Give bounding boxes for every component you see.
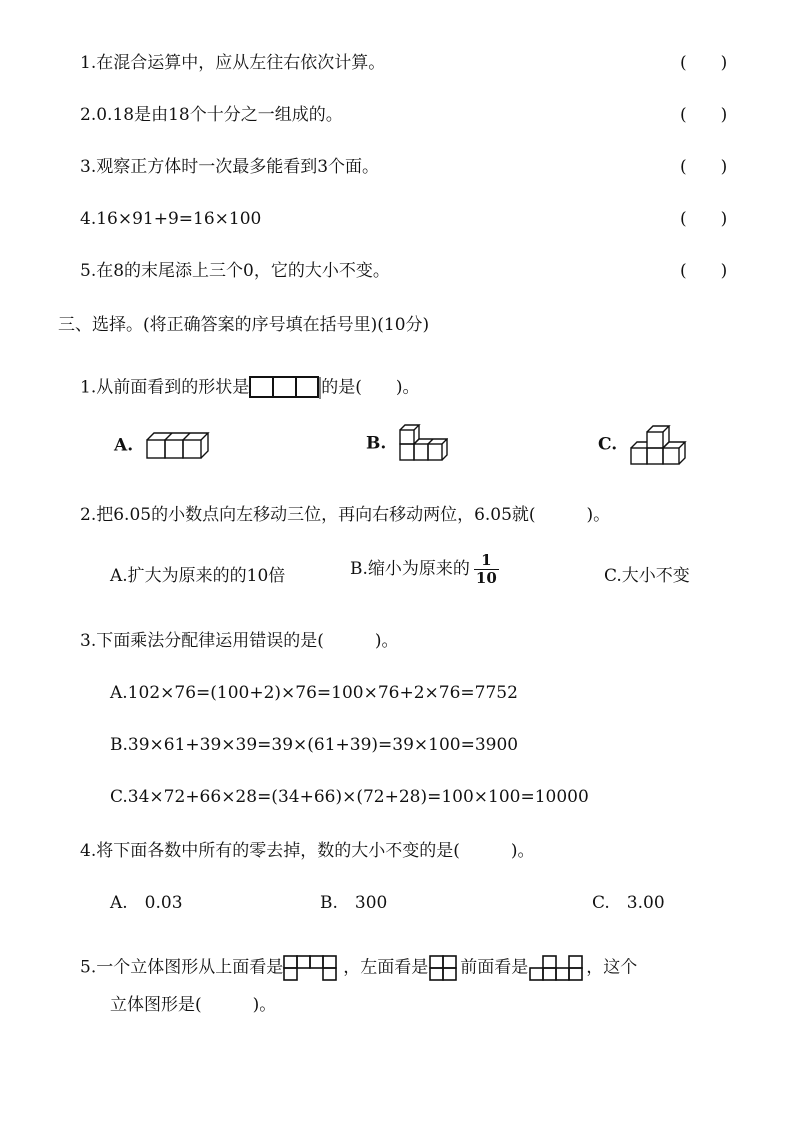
q3-option-a[interactable]: A.102×76=(100+2)×76=100×76+2×76=7752: [110, 683, 518, 703]
cubes-row-icon: [145, 430, 211, 462]
three-squares-icon: [249, 376, 321, 400]
q5-stem: [80, 954, 637, 982]
judge-item-2: 2.0.18是由18个十分之一组成的。: [80, 105, 343, 125]
q1-option-a[interactable]: [114, 430, 211, 462]
judge-answer-paren-5[interactable]: ( ): [680, 261, 728, 281]
q5-line-2: 立体图形是( )。: [110, 995, 277, 1015]
q2-option-b-text: B.缩小为原来的: [350, 559, 470, 579]
q5-part-3: 前面看是: [460, 957, 529, 978]
judge-answer-paren-3[interactable]: ( ): [680, 157, 728, 177]
q2-stem: 2.把6.05的小数点向左移动三位，再向右移动两位，6.05就( )。: [80, 505, 611, 525]
judge-answer-paren-1[interactable]: ( ): [680, 53, 728, 73]
q3-option-c[interactable]: C.34×72+66×28=(34+66)×(72+28)=100×100=10000: [110, 787, 589, 807]
q2-option-b[interactable]: [350, 552, 499, 587]
q5-part-1: 5.一个立体图形从上面看是: [80, 957, 284, 978]
q1-option-c-label: C.: [598, 434, 618, 455]
judge-answer-paren-4[interactable]: ( ): [680, 209, 728, 229]
front-view-icon: [528, 954, 586, 982]
judge-item-5: 5.在8的末尾添上三个0，它的大小不变。: [80, 261, 390, 281]
q4-option-c[interactable]: C. 3.00: [592, 893, 665, 913]
q1-stem: [80, 376, 420, 400]
section-heading: 三、选择。(将正确答案的序号填在括号里)(10分): [58, 315, 430, 335]
q2-option-a[interactable]: A.扩大为原来的的10倍: [110, 566, 286, 586]
left-view-icon: [428, 954, 460, 982]
q1-option-b-label: B.: [366, 433, 387, 454]
cubes-step-icon: [629, 424, 691, 466]
judge-item-4: 4.16×91+9=16×100: [80, 209, 262, 229]
fraction-numerator: 1: [481, 551, 492, 569]
judge-answer-paren-2[interactable]: ( ): [680, 105, 728, 125]
one-tenth-fraction: [474, 552, 499, 587]
q1-stem-before: 1.从前面看到的形状是: [80, 377, 250, 398]
judge-item-1: 1.在混合运算中，应从左往右依次计算。: [80, 53, 386, 73]
q5-part-4: ，这个: [586, 957, 638, 978]
fraction-denominator: 10: [475, 569, 497, 587]
q1-stem-after: 的是( )。: [321, 377, 420, 398]
q4-option-b[interactable]: B. 300: [320, 893, 388, 913]
judge-item-3: 3.观察正方体时一次最多能看到3个面。: [80, 157, 380, 177]
cubes-l-shape-icon: [398, 424, 448, 464]
q1-option-b[interactable]: [366, 424, 448, 464]
q4-stem: 4.将下面各数中所有的零去掉，数的大小不变的是( )。: [80, 841, 535, 861]
q2-option-c[interactable]: C.大小不变: [604, 566, 690, 586]
q3-stem: 3.下面乘法分配律运用错误的是( )。: [80, 631, 399, 651]
top-view-icon: [283, 954, 343, 982]
q1-option-a-label: A.: [114, 435, 134, 456]
q5-part-2: ，左面看是: [343, 957, 429, 978]
q1-option-c[interactable]: [598, 424, 691, 466]
q3-option-b[interactable]: B.39×61+39×39=39×(61+39)=39×100=3900: [110, 735, 519, 755]
q4-option-a[interactable]: A. 0.03: [110, 893, 183, 913]
